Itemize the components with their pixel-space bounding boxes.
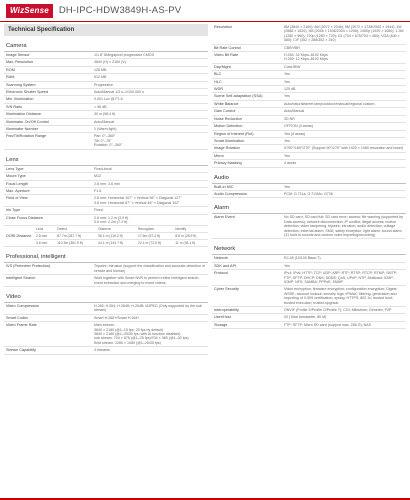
spec-row bbox=[4, 303, 208, 315]
spec-label: WDR bbox=[214, 87, 224, 92]
spec-row bbox=[4, 322, 208, 347]
spec-value: IPv4; IPv6; HTTP; TCP; UDP; ARP; RTP; RTSP; RTCP; RTMP; SMTP; FTP; SFTP; DHCP; DNS; DDNS; QoS; UPnP; NTP; Multicast; ICMP; IGMP; NFS; SAMBA; PPPoE; SNMP bbox=[284, 271, 398, 284]
spec-value: H.264: 32 Kbps–8192 Kbps H.265: 12 Kbps–8192 Kbps bbox=[284, 53, 328, 62]
spec-value: Yes bbox=[284, 72, 290, 77]
spec-row bbox=[212, 86, 406, 93]
dori-header-cell: Recognize bbox=[136, 226, 173, 233]
spec-row bbox=[212, 45, 406, 52]
spec-value: CBR/VBR bbox=[284, 45, 300, 50]
spec-value: 0.001 Lux @ F1.6 bbox=[94, 97, 123, 102]
spec-label: Mirror bbox=[214, 153, 224, 158]
spec-value: Progressive bbox=[94, 82, 113, 87]
spec-row bbox=[212, 184, 406, 191]
spec-label: Resolution bbox=[214, 25, 232, 29]
spec-row bbox=[212, 160, 406, 167]
spec-label: HLC bbox=[214, 79, 222, 84]
spec-value: Pan: 0°–360° Tilt: 0°–78° Rotation: 0°–360° bbox=[94, 134, 123, 148]
spec-value: 8M (3840 × 2160); 6M (3072 × 2048); 5M (3072 × 1728/2592 × 1944); 4M (2688 × 1520); 3M (2048 × 1536/2304 × 1296); 1080p (1920 × 1080); 1.3M (1280 × 960); 720p (1280 × 720); D1 (704 × 576/704 × 480); VGA (640 × 480); CIF (352 × 288/352 × 240) bbox=[284, 25, 404, 43]
spec-value: FTP; SFTP; Micro SD card (support max. 256 G); NAS bbox=[284, 322, 372, 327]
spec-row bbox=[4, 119, 208, 126]
dori-distance-table bbox=[4, 226, 208, 247]
dori-header-cell: Observe bbox=[96, 226, 136, 233]
spec-value: PCM; G.711a; G.711Mu; G726 bbox=[284, 191, 333, 196]
spec-row bbox=[212, 153, 406, 160]
spec-value: 512 MB bbox=[94, 75, 107, 80]
spec-label: Day/Night bbox=[214, 64, 231, 69]
spec-row bbox=[212, 286, 406, 307]
dori-cell: 3.6 mm bbox=[34, 240, 55, 247]
spec-label: Max. Aperture bbox=[6, 188, 30, 193]
spec-row bbox=[212, 191, 406, 198]
spec-label: User/Host bbox=[214, 315, 231, 320]
spec-row bbox=[4, 89, 208, 96]
spec-label: Privacy Masking bbox=[214, 161, 242, 166]
spec-label: Alarm Event bbox=[214, 215, 235, 220]
spec-value: 3 streams bbox=[94, 348, 110, 353]
spec-value: 120 dB bbox=[284, 87, 296, 92]
dori-cell: 2.8 mm bbox=[34, 233, 55, 240]
spec-label: Built-in MIC bbox=[214, 184, 234, 189]
spec-value: Tripwire; intrusion (support the classification and accurate detection of vehicle and human) bbox=[94, 264, 206, 273]
spec-row bbox=[212, 270, 406, 286]
spec-label: Smart Illumination bbox=[214, 138, 245, 143]
spec-label: Motion Detection bbox=[214, 124, 243, 129]
dori-cell: 17.5m (57.4 ft) bbox=[136, 233, 173, 240]
spec-value: Color/B/W bbox=[284, 64, 301, 69]
spec-label: Field of View bbox=[6, 196, 28, 201]
spec-value: Auto/Manual bbox=[284, 109, 305, 114]
section-title: Professional, intelligent bbox=[4, 251, 208, 263]
spec-label: Close Focus Distance bbox=[6, 215, 43, 220]
spec-label: Image Sensor bbox=[6, 53, 30, 57]
spec-row bbox=[212, 314, 406, 321]
spec-row bbox=[212, 214, 406, 239]
spec-value: 2.8 mm: 1.2 m (3.9 ft) 3.6 mm: 2.2m (7.2 ft) bbox=[94, 215, 129, 224]
spec-value: Yes bbox=[284, 79, 290, 84]
spec-row bbox=[4, 166, 208, 173]
dori-header-cell: Identify bbox=[173, 226, 208, 233]
spec-value: 3D NR bbox=[284, 116, 295, 121]
section-title: Lens bbox=[4, 154, 208, 166]
dori-header-cell: Lens bbox=[34, 226, 55, 233]
spec-row bbox=[4, 275, 208, 287]
dori-cell: 8.8 m (28.9 ft) bbox=[173, 233, 208, 240]
spec-value: Fixed-focal bbox=[94, 166, 112, 171]
spec-row bbox=[4, 173, 208, 180]
spec-row bbox=[4, 74, 208, 81]
model-number: DH-IPC-HDW3849H-AS-PV bbox=[58, 5, 182, 16]
spec-row bbox=[212, 79, 406, 86]
spec-row bbox=[4, 263, 208, 275]
dori-header-cell: Detect bbox=[55, 226, 96, 233]
dori-row bbox=[4, 233, 208, 240]
spec-row bbox=[212, 64, 406, 71]
spec-label: Video Compression bbox=[6, 303, 40, 308]
right-spec-column bbox=[212, 24, 406, 329]
spec-label: Region of Interest (RoI) bbox=[214, 131, 254, 136]
spec-value: 20 (Total bandwidth: 80 M) bbox=[284, 315, 327, 320]
spec-value: Yes (4 areas) bbox=[284, 131, 306, 136]
spec-value: M12 bbox=[94, 174, 101, 179]
spec-label: IVS (Perimeter Protection) bbox=[6, 264, 51, 269]
section-title: Network bbox=[212, 243, 406, 255]
spec-value: ONVIF (Profile S/Profile G/Profile T); CGI; Milestone; Genetec; P2P bbox=[284, 308, 392, 313]
spec-row bbox=[4, 215, 208, 227]
spec-label: Intelligent Search bbox=[6, 276, 36, 281]
spec-value: 2.8 mm: Horizontal 107° × Vertical 56° × Diagonal 127° 3.6 mm: Horizontal 87° × Vertical 46° × Diagonal 102° bbox=[94, 196, 182, 205]
spec-label: ROM bbox=[6, 67, 15, 72]
spec-label: BLC bbox=[214, 72, 222, 77]
section-title: Camera bbox=[4, 40, 208, 52]
spec-label: Stream Capability bbox=[6, 348, 36, 353]
spec-row bbox=[212, 145, 406, 152]
dori-cell: 87.7m (287.7 ft) bbox=[55, 233, 96, 240]
spec-value: 2.8 mm; 3.6 mm bbox=[94, 181, 120, 186]
spec-row bbox=[4, 347, 208, 354]
spec-label: Scanning System bbox=[6, 82, 36, 87]
brand-logo: WizSense bbox=[6, 4, 53, 18]
spec-title: Technical Specification bbox=[4, 24, 208, 36]
spec-value: Auto/Manual 1/3 s–1/100,000 s bbox=[94, 90, 144, 95]
spec-label: Illuminator Number bbox=[6, 127, 39, 132]
dori-cell: 22.1 m (72.5 ft) bbox=[136, 240, 173, 247]
dori-cell: 11 m (36.1 ft) bbox=[173, 240, 208, 247]
spec-label: SDK and API bbox=[214, 263, 237, 268]
spec-row bbox=[4, 133, 208, 149]
spec-row bbox=[212, 263, 406, 270]
spec-label: RAM bbox=[6, 75, 15, 80]
spec-value: Yes bbox=[284, 153, 290, 158]
spec-label: Scene Self-adaptation (SSA) bbox=[214, 94, 263, 99]
spec-row bbox=[212, 307, 406, 314]
dori-cell: 44.1 m (144.7 ft) bbox=[96, 240, 136, 247]
spec-row bbox=[212, 93, 406, 100]
spec-value: 128 MB bbox=[94, 67, 107, 72]
dori-cell: 35.1 m (115.2 ft) bbox=[96, 233, 136, 240]
spec-value: > 56 dB bbox=[94, 104, 107, 109]
spec-row bbox=[4, 82, 208, 89]
spec-value: RJ-45 (10/100 Base-T) bbox=[284, 256, 321, 261]
spec-row bbox=[4, 315, 208, 322]
spec-value: Auto/natural/street lamp/outdoor/manual/regional custom bbox=[284, 101, 375, 106]
spec-label: Illuminator On/Off Control bbox=[6, 119, 49, 124]
left-spec-column bbox=[4, 36, 208, 355]
spec-row bbox=[4, 59, 208, 66]
spec-value: 4 areas bbox=[284, 161, 296, 166]
spec-label: Noise Reduction bbox=[214, 116, 242, 121]
spec-label: Video Frame Rate bbox=[6, 323, 37, 328]
spec-label: Electronic Shutter Speed bbox=[6, 90, 49, 95]
spec-row bbox=[4, 67, 208, 74]
spec-row bbox=[4, 188, 208, 195]
spec-label: Illumination Distance bbox=[6, 112, 42, 117]
spec-value: 1/1.8" 8Megapixel progressive CMOS bbox=[94, 53, 155, 57]
spec-label: White Balance bbox=[214, 101, 239, 106]
spec-label: Mount Type bbox=[6, 174, 26, 179]
section-title: Alarm bbox=[212, 202, 406, 214]
spec-value: H.265; H.264; H.264H; H.264B; MJPEG (Only supported by the sub stream) bbox=[94, 303, 202, 313]
spec-row bbox=[4, 52, 208, 59]
spec-row bbox=[212, 123, 406, 130]
spec-row bbox=[212, 116, 406, 123]
spec-value: Main stream: 3840 × 2160 (@1–15 fps; 20 fps by default) 3840 × 2160 (@1–25/30 fps; with AI function disabled) sub stream: 704 × 576 (@1–25 fps)/704 × 480 (@1–30 fps) third stream: 1280 × 1080 (@1–25/30 fps) bbox=[94, 323, 189, 345]
spec-row bbox=[212, 52, 406, 64]
spec-row bbox=[4, 104, 208, 111]
spec-label: Interoperability bbox=[214, 308, 239, 313]
spec-row bbox=[212, 255, 406, 262]
spec-value: OFF/ON (4 areas) bbox=[284, 124, 313, 129]
spec-value: 0°/90°/180°/270° (Support 90°/270° with 1920 × 1080 resolution and lower) bbox=[284, 146, 404, 151]
spec-label: Lens Type bbox=[6, 166, 24, 171]
spec-row bbox=[4, 195, 208, 207]
spec-row bbox=[4, 207, 208, 214]
spec-label: Iris Type bbox=[6, 208, 21, 213]
dori-label: DORI Distance bbox=[4, 226, 34, 247]
spec-row bbox=[4, 111, 208, 118]
spec-value: No SD card; SD card full; SD card error; access; file warning (supported by Data access); network disconnection; IP conflict; illegal access; motion detection; video tampering; tripwire; intrusion; audio detection; voltage detection; external alarm; SMD; safety exception; light alarm; sound alarm (31 built-in sounds and custom voice importing/recording) bbox=[284, 215, 404, 237]
spec-value: Yes bbox=[284, 263, 290, 268]
spec-value: F1.6 bbox=[94, 188, 102, 193]
spec-label: S/N Ratio bbox=[6, 104, 23, 109]
spec-label: Image Rotation bbox=[214, 146, 240, 151]
spec-row bbox=[212, 24, 406, 45]
spec-row bbox=[212, 108, 406, 115]
spec-label: Cyber Security bbox=[214, 287, 239, 292]
spec-label: Focal Length bbox=[6, 181, 28, 186]
section-title: Video bbox=[4, 291, 208, 303]
spec-label: Storage bbox=[214, 322, 228, 327]
spec-value: Yes bbox=[284, 184, 290, 189]
spec-label: Video Bit Rate bbox=[214, 53, 239, 58]
spec-value: Yes bbox=[284, 94, 290, 99]
spec-label: Bit Rate Control bbox=[214, 45, 241, 50]
spec-label: Smart Codec bbox=[6, 315, 29, 320]
datasheet-header bbox=[0, 0, 410, 22]
spec-value: Auto/Manual bbox=[94, 119, 115, 124]
spec-label: Pan/Tilt/Rotation Range bbox=[6, 134, 47, 139]
spec-row bbox=[212, 101, 406, 108]
spec-row bbox=[212, 131, 406, 138]
spec-row bbox=[212, 138, 406, 145]
spec-value: Smart H.265+/Smart H.264+ bbox=[94, 315, 140, 320]
spec-label: Max. Resolution bbox=[6, 60, 34, 65]
spec-row bbox=[4, 96, 208, 103]
spec-value: 1 (Warm light) bbox=[94, 127, 117, 132]
spec-value: 30 m (98.4 ft) bbox=[94, 112, 116, 117]
spec-value: 3840 (H) × 2160 (V) bbox=[94, 60, 126, 65]
spec-value: Video encryption; firmware encryption; configuration encryption; Digest; WSSE; account lockout; security logs; IP/MAC filtering; generation and importing of X.509 certification; syslog; HTTPS; 802.1x; trusted boot; trusted execution; trusted upgrade bbox=[284, 287, 398, 305]
dori-cell: 110.3m (361.9 ft) bbox=[55, 240, 96, 247]
spec-row bbox=[212, 322, 406, 329]
dori-row bbox=[4, 240, 208, 247]
spec-label: Audio Compression bbox=[214, 191, 248, 196]
section-title: Audio bbox=[212, 172, 406, 184]
spec-label: Protocol bbox=[214, 271, 228, 276]
spec-value: Yes bbox=[284, 138, 290, 143]
spec-label: Gain Control bbox=[214, 109, 236, 114]
spec-row bbox=[4, 126, 208, 133]
spec-value: Fixed bbox=[94, 208, 103, 213]
spec-label: Network bbox=[214, 256, 228, 261]
spec-value: Work together with Smart NVR to perform refine intelligent search, event extraction and merging to event videos bbox=[94, 276, 200, 285]
spec-row bbox=[212, 71, 406, 78]
spec-label: Min. Illumination bbox=[6, 97, 34, 102]
spec-row bbox=[4, 181, 208, 188]
